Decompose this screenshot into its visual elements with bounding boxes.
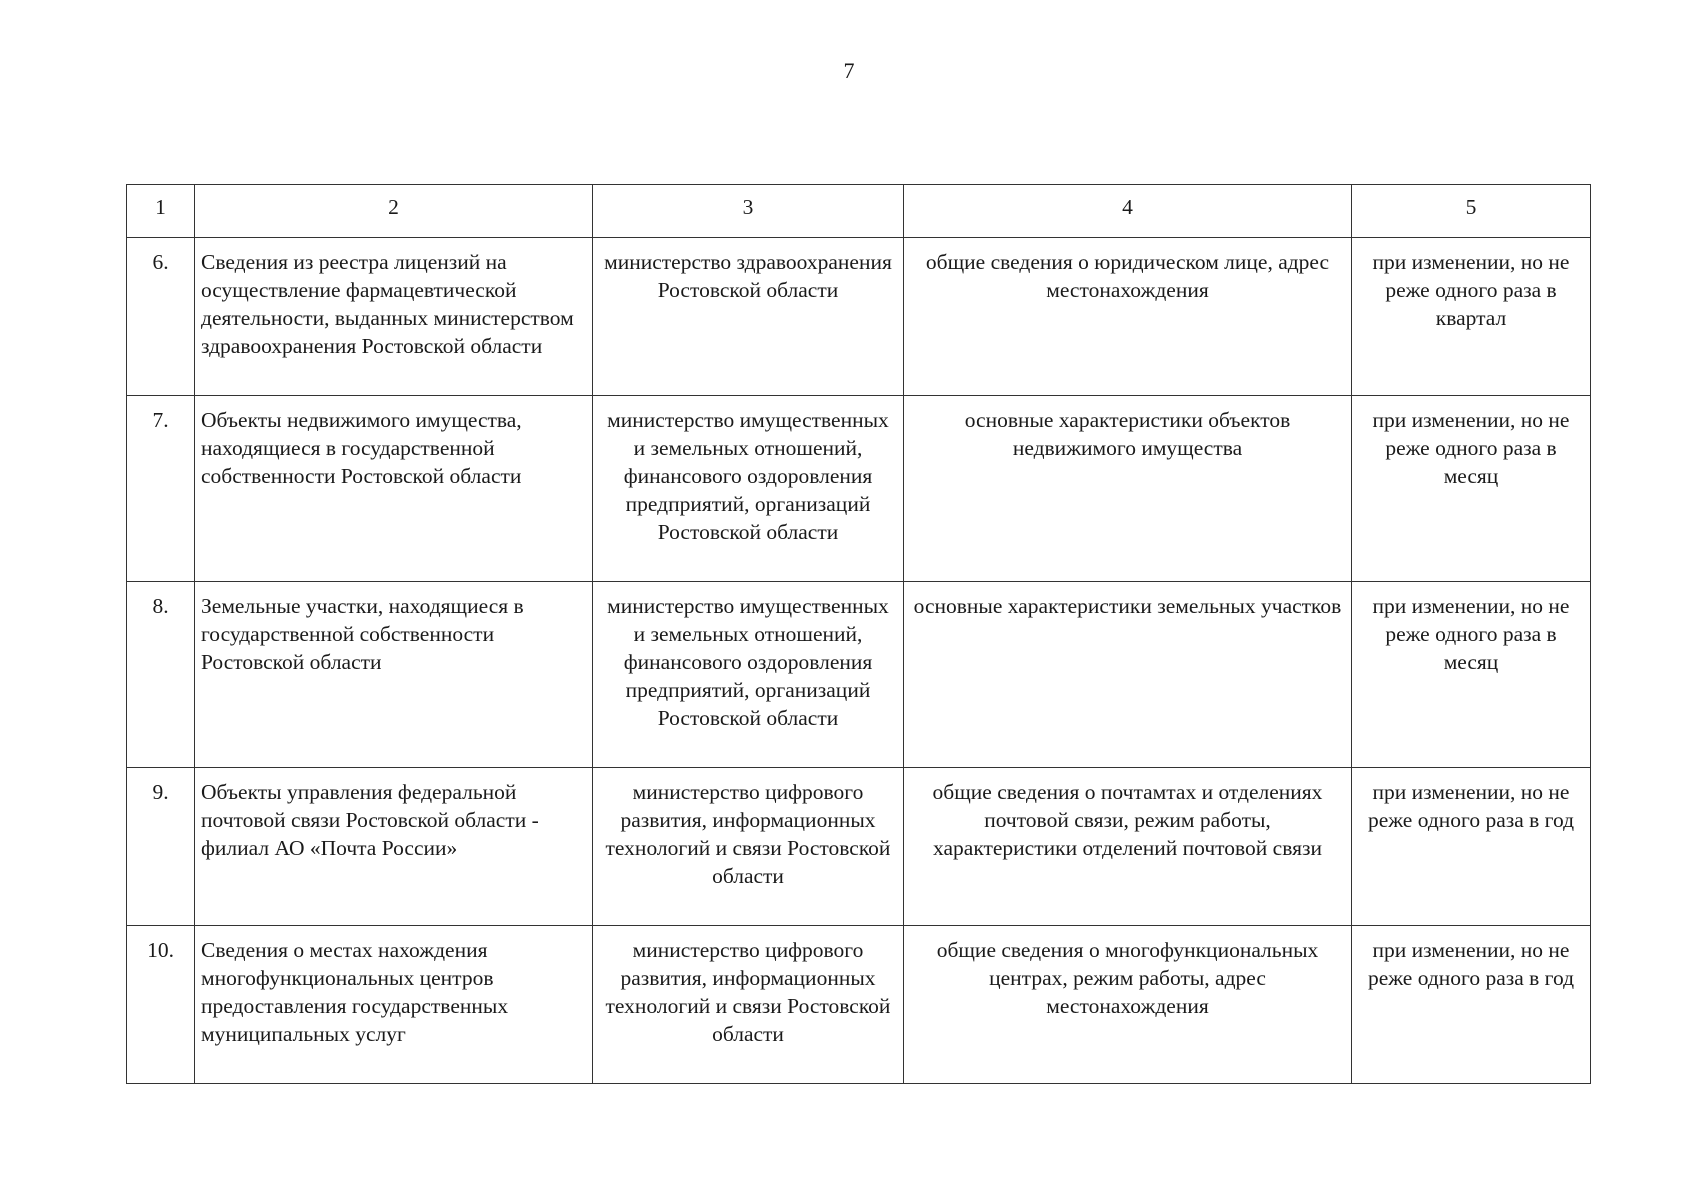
header-cell-4: 4 [904, 185, 1352, 238]
header-cell-2: 2 [195, 185, 593, 238]
row-description: Объекты управления федеральной почтовой связи Ростовской области - филиал АО «Почта России» [195, 768, 593, 926]
row-composition: общие сведения о юридическом лице, адрес местонахождения [904, 238, 1352, 396]
row-number: 6. [127, 238, 195, 396]
row-responsible: министерство имущественных и земельных отношений, финансового оздоровления предприятий, организаций Ростовской области [593, 582, 904, 768]
table-row [127, 238, 1591, 396]
row-composition: основные характеристики объектов недвижимого имущества [904, 396, 1352, 582]
row-responsible: министерство имущественных и земельных отношений, финансового оздоровления предприятий, организаций Ростовской области [593, 396, 904, 582]
row-number: 7. [127, 396, 195, 582]
table-row [127, 768, 1591, 926]
header-cell-1: 1 [127, 185, 195, 238]
row-description: Сведения о местах нахождения многофункциональных центров предоставления государственных муниципальных услуг [195, 926, 593, 1084]
row-description: Земельные участки, находящиеся в государственной собственности Ростовской области [195, 582, 593, 768]
row-frequency: при изменении, но не реже одного раза в месяц [1352, 396, 1591, 582]
row-number: 10. [127, 926, 195, 1084]
row-description: Объекты недвижимого имущества, находящиеся в государственной собственности Ростовской области [195, 396, 593, 582]
row-description: Сведения из реестра лицензий на осуществление фармацевтической деятельности, выданных министерством здравоохранения Ростовской области [195, 238, 593, 396]
row-frequency: при изменении, но не реже одного раза в год [1352, 926, 1591, 1084]
row-composition: общие сведения о почтамтах и отделениях почтовой связи, режим работы, характеристики отделений почтовой связи [904, 768, 1352, 926]
row-composition: основные характеристики земельных участков [904, 582, 1352, 768]
row-frequency: при изменении, но не реже одного раза в квартал [1352, 238, 1591, 396]
header-cell-5: 5 [1352, 185, 1591, 238]
row-responsible: министерство здравоохранения Ростовской области [593, 238, 904, 396]
row-responsible: министерство цифрового развития, информационных технологий и связи Ростовской области [593, 926, 904, 1084]
table-row [127, 582, 1591, 768]
registry-table [126, 184, 1591, 1084]
page-number: 7 [843, 58, 855, 83]
row-number: 8. [127, 582, 195, 768]
row-responsible: министерство цифрового развития, информационных технологий и связи Ростовской области [593, 768, 904, 926]
table-row [127, 396, 1591, 582]
header-cell-3: 3 [593, 185, 904, 238]
row-composition: общие сведения о многофункциональных центрах, режим работы, адрес местонахождения [904, 926, 1352, 1084]
row-frequency: при изменении, но не реже одного раза в месяц [1352, 582, 1591, 768]
row-frequency: при изменении, но не реже одного раза в год [1352, 768, 1591, 926]
table-header-row [127, 185, 1591, 238]
row-number: 9. [127, 768, 195, 926]
table-row [127, 926, 1591, 1084]
